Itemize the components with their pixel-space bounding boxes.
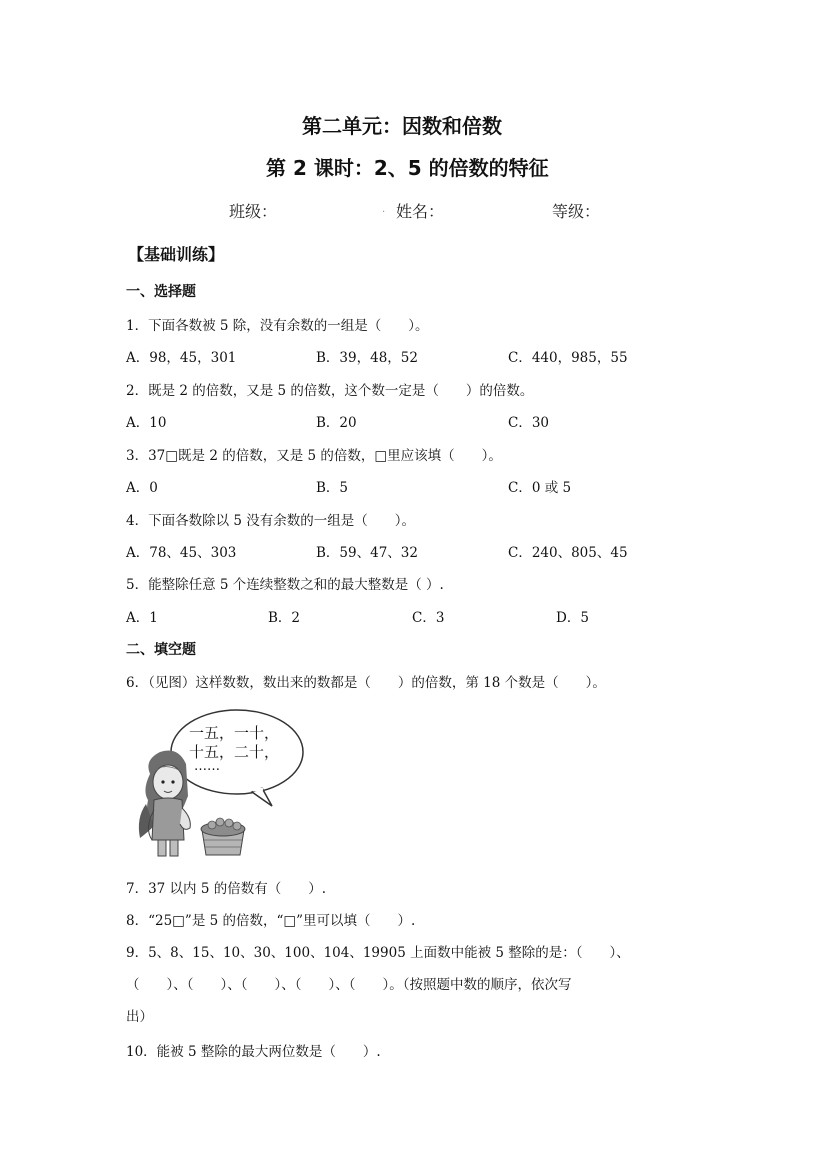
question-10: 10．能被 5 整除的最大两位数是（ ）. [126,1044,381,1060]
name-label: 姓名： [396,202,445,221]
question-9-line-2: （ ）、（ ）、（ ）、（ ）、（ ）。（按照题中数的顺序，依次写 [126,977,572,993]
speech-line-1: 一五，一十， [189,724,280,742]
q2-option-a: A．10 [126,415,167,431]
class-blank-mark: . [382,204,386,215]
lesson-title: 第 2 课时：2、5 的倍数的特征 [266,156,549,180]
q1-option-a: A．98，45，301 [126,350,237,366]
q5-option-c: C．3 [412,610,445,626]
grade-label: 等级： [552,202,601,221]
question-5: 5．能整除任意 5 个连续整数之和的最大整数是（ ）. [126,577,444,593]
question-1: 1．下面各数被 5 除，没有余数的一组是（ ）。 [126,318,429,334]
q5-option-a: A．1 [126,610,158,626]
question-8: 8．“25□”是 5 的倍数，“□”里可以填（ ）. [126,913,416,929]
q2-option-b: B．20 [316,415,357,431]
q2-option-c: C．30 [508,415,550,431]
q3-option-b: B．5 [316,480,349,496]
q1-option-b: B．39，48，52 [316,350,418,366]
question-7: 7．37 以内 5 的倍数有（ ）. [126,881,327,897]
q3-option-c: C．0 或 5 [508,480,572,496]
question-6: 6．（见图）这样数数，数出来的数都是（ ）的倍数，第 18 个数是（ ）。 [126,675,606,691]
unit-title: 第二单元：因数和倍数 [302,114,502,138]
q5-option-d: D．5 [556,610,589,626]
q4-option-a: A．78、45、303 [126,545,237,561]
q1-option-c: C．440，985，55 [508,350,628,366]
q4-option-c: C．240、805、45 [508,545,628,561]
speech-line-2: 十五，二十， [189,743,280,761]
speech-line-3: …… [194,759,220,774]
q5-option-b: B．2 [268,610,301,626]
section-choice: 一、选择题 [126,284,196,300]
question-2: 2．既是 2 的倍数，又是 5 的倍数，这个数一定是（ ）的倍数。 [126,383,534,399]
basic-training-heading: 【基础训练】 [128,245,225,264]
q3-option-a: A．0 [126,480,158,496]
question-3: 3．37□既是 2 的倍数，又是 5 的倍数，□里应该填（ ）。 [126,448,502,464]
question-4: 4．下面各数除以 5 没有余数的一组是（ ）。 [126,513,416,529]
question-9-line-1: 9．5、8、15、10、30、100、104、19905 上面数中能被 5 整除的是：（ ）、 [126,945,630,961]
question-9-line-3: 出） [126,1009,153,1025]
class-label: 班级： [229,202,278,221]
q4-option-b: B．59、47、32 [316,545,418,561]
section-fill: 二、填空题 [126,642,196,658]
counting-girl-illustration [134,700,304,860]
